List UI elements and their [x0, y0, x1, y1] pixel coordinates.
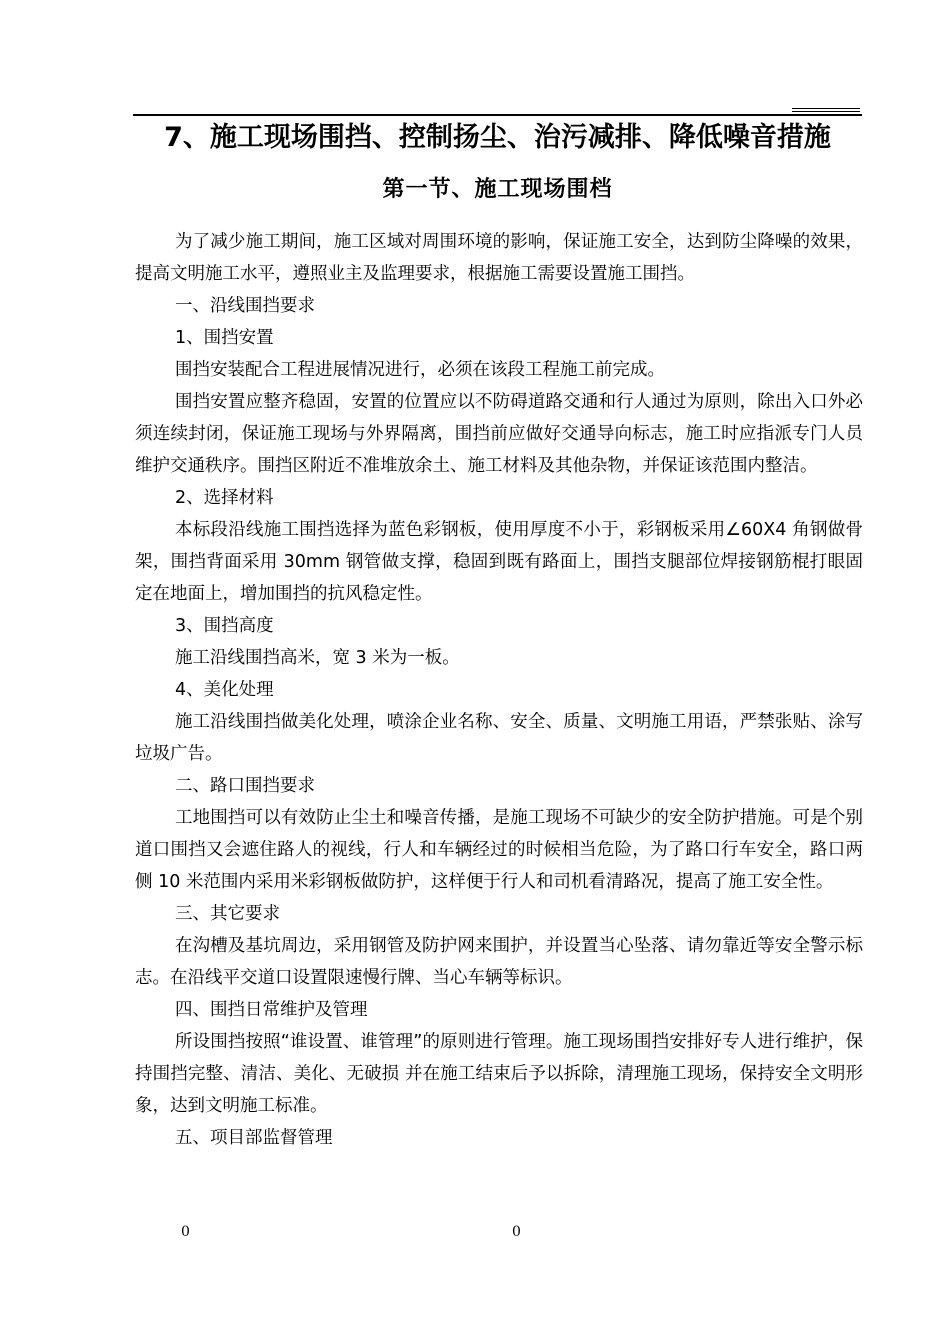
section-title: 第一节、施工现场围档: [382, 177, 613, 202]
subsection-heading: 3、围挡高度: [175, 616, 274, 636]
document-title: 7、施工现场围挡、控制扬尘、治污减排、降低噪音措施: [164, 122, 831, 153]
paragraph: 本标段沿线施工围挡选择为蓝色彩钢板，使用厚度不小于，彩钢板采用∠60X4 角钢做骨架，围挡背面采用 30mm 钢管做支撑，稳固到既有路面上，围挡支腿部位焊接钢筋棍打眼固定在地面上，增加围挡的抗风稳定性。: [135, 520, 863, 604]
header-decoration-line: [792, 111, 860, 112]
document-body: [135, 226, 863, 1154]
subsection-heading: 4、美化处理: [175, 680, 274, 700]
page-number-left: 0: [181, 1224, 190, 1240]
header-decoration-line: [792, 108, 860, 109]
page-number: 0: [512, 1224, 521, 1240]
paragraph: 工地围挡可以有效防止尘土和噪音传播，是施工现场不可缺少的安全防护措施。可是个别道口围挡又会遮住路人的视线，行人和车辆经过的时候相当危险，为了路口行车安全，路口两侧 10 米范围内采用米彩钢板做防护，这样便于行人和司机看清路况，提高了施工安全性。: [135, 808, 863, 892]
paragraph: 围挡安置应整齐稳固，安置的位置应以不防碍道路交通和行人通过为原则，除出入口外必须连续封闭，保证施工现场与外界隔离，围挡前应做好交通导向标志，施工时应指派专门人员维护交通秩序。围挡区附近不准堆放余土、施工材料及其他杂物，并保证该范围内整洁。: [135, 392, 863, 476]
section-heading: 三、其它要求: [175, 904, 280, 924]
paragraph: 为了减少施工期间，施工区域对周围环境的影响，保证施工安全，达到防尘降噪的效果，提高文明施工水平，遵照业主及监理要求，根据施工需要设置施工围挡。: [135, 232, 863, 284]
paragraph: 施工沿线围挡做美化处理，喷涂企业名称、安全、质量、文明施工用语，严禁张贴、涂写垃圾广告。: [135, 712, 863, 764]
paragraph: 在沟槽及基坑周边，采用钢管及防护网来围护，并设置当心坠落、请勿靠近等安全警示标志。在沿线平交道口设置限速慢行牌、当心车辆等标识。: [135, 936, 863, 988]
paragraph: 施工沿线围挡高米，宽 3 米为一板。: [175, 648, 460, 668]
paragraph: 所设围挡按照“谁设置、谁管理”的原则进行管理。施工现场围挡安排好专人进行维护，保持围挡完整、清洁、美化、无破损 并在施工结束后予以拆除，清理施工现场，保持安全文明形象，达到文明施工标准。: [135, 1032, 863, 1116]
subsection-heading: 2、选择材料: [175, 488, 274, 508]
paragraph: 围挡安装配合工程进展情况进行，必须在该段工程施工前完成。: [175, 360, 665, 380]
section-heading: 五、项目部监督管理: [175, 1128, 333, 1148]
section-heading: 二、路口围挡要求: [175, 776, 315, 796]
header-rule: [133, 114, 862, 116]
section-heading: 一、沿线围挡要求: [175, 296, 315, 316]
subsection-heading: 1、围挡安置: [175, 328, 274, 348]
section-heading: 四、围挡日常维护及管理: [175, 1000, 368, 1020]
